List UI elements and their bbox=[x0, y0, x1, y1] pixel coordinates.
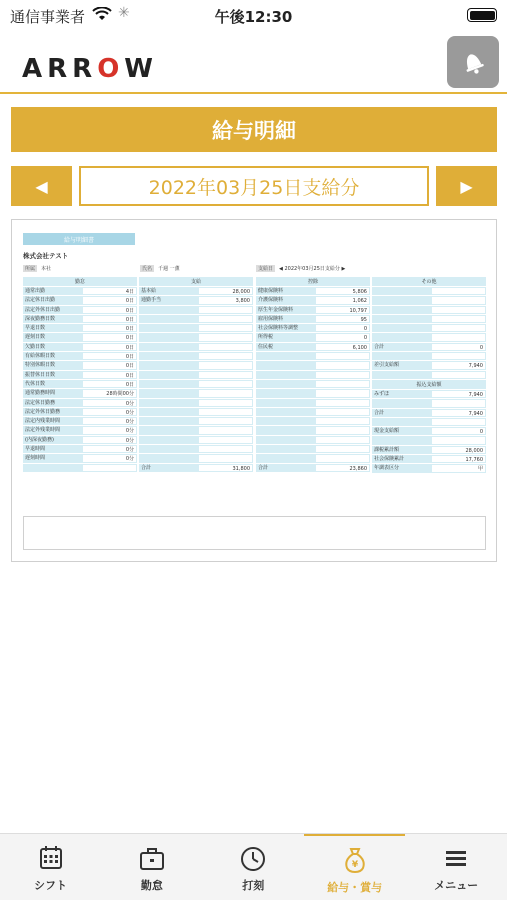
table-row bbox=[23, 361, 137, 370]
row-value bbox=[315, 408, 370, 416]
row-label: 法定外休日出勤 bbox=[23, 306, 82, 314]
row-label bbox=[256, 371, 315, 379]
table-row bbox=[23, 417, 137, 426]
row-value bbox=[198, 445, 253, 453]
row-label bbox=[372, 315, 431, 323]
table-row bbox=[372, 333, 486, 342]
row-label bbox=[139, 454, 198, 462]
row-value: 28,000 bbox=[431, 446, 486, 454]
table-row bbox=[23, 296, 137, 305]
tab-label: 打刻 bbox=[242, 879, 265, 892]
row-label: 差引支給額 bbox=[372, 361, 431, 369]
row-label: 住民税 bbox=[256, 343, 315, 351]
row-label: 遅刻日数 bbox=[23, 333, 82, 341]
row-label: 社会保険料等調整 bbox=[256, 324, 315, 332]
row-value: 28,000 bbox=[198, 287, 253, 295]
row-value: 3,800 bbox=[198, 296, 253, 304]
table-row bbox=[372, 306, 486, 315]
table-row bbox=[372, 455, 486, 464]
table-row bbox=[23, 464, 137, 473]
table-row bbox=[23, 454, 137, 463]
row-label bbox=[256, 436, 315, 444]
row-value: 7,940 bbox=[431, 409, 486, 417]
row-value: 0日 bbox=[82, 352, 137, 360]
row-label: 合計 bbox=[139, 464, 198, 472]
table-row bbox=[139, 426, 253, 435]
bell-icon bbox=[458, 47, 488, 77]
table-row bbox=[256, 361, 370, 370]
row-label bbox=[139, 445, 198, 453]
row-value: 甲 bbox=[431, 464, 486, 472]
row-value: 0日 bbox=[82, 333, 137, 341]
column-header: 勤怠 bbox=[23, 277, 137, 287]
table-row bbox=[139, 333, 253, 342]
row-label bbox=[372, 287, 431, 295]
row-label: 社会保険累計 bbox=[372, 455, 431, 463]
row-label: 代休日数 bbox=[23, 380, 82, 388]
table-row bbox=[139, 380, 253, 389]
row-value: 0 bbox=[315, 333, 370, 341]
row-label bbox=[139, 389, 198, 397]
table-row bbox=[372, 324, 486, 333]
row-value: 0日 bbox=[82, 315, 137, 323]
memo-box bbox=[23, 516, 486, 550]
row-value: 0 bbox=[431, 427, 486, 435]
row-label: 現金支給額 bbox=[372, 427, 431, 435]
status-bar bbox=[0, 0, 507, 30]
row-value bbox=[198, 426, 253, 434]
row-value bbox=[431, 436, 486, 444]
table-row bbox=[256, 445, 370, 454]
row-value: 0日 bbox=[82, 361, 137, 369]
table-row bbox=[139, 408, 253, 417]
row-value bbox=[198, 361, 253, 369]
table-row bbox=[372, 361, 486, 370]
pay-date-label: 2022年03月25日支給分 bbox=[79, 166, 429, 206]
tab-label: 給与・賞与 bbox=[327, 881, 383, 894]
table-row bbox=[256, 380, 370, 389]
table-row bbox=[372, 390, 486, 399]
clock-icon bbox=[239, 844, 267, 872]
table-row bbox=[23, 287, 137, 296]
table-row bbox=[139, 324, 253, 333]
table-row bbox=[372, 464, 486, 473]
row-label bbox=[256, 361, 315, 369]
table-row bbox=[139, 371, 253, 380]
tab-label: メニュー bbox=[434, 879, 479, 892]
tab-bar bbox=[0, 833, 507, 900]
menu-icon bbox=[442, 844, 470, 872]
row-value bbox=[431, 287, 486, 295]
meta-value: ◀ 2022年03月25日支給分 ▶ bbox=[279, 266, 346, 272]
row-value bbox=[198, 352, 253, 360]
row-label bbox=[139, 371, 198, 379]
table-row bbox=[139, 296, 253, 305]
row-value bbox=[198, 408, 253, 416]
row-label: 法定外残業時間 bbox=[23, 426, 82, 434]
table-row bbox=[23, 306, 137, 315]
row-value bbox=[198, 324, 253, 332]
row-label bbox=[372, 371, 431, 379]
row-label: 欠勤日数 bbox=[23, 343, 82, 351]
bag-icon bbox=[138, 844, 166, 872]
table-row bbox=[256, 343, 370, 352]
table-row bbox=[372, 352, 486, 361]
svg-text:¥: ¥ bbox=[351, 860, 358, 870]
row-value bbox=[198, 306, 253, 314]
row-value bbox=[431, 296, 486, 304]
row-label bbox=[139, 417, 198, 425]
row-value bbox=[315, 371, 370, 379]
row-label: 所得税 bbox=[256, 333, 315, 341]
table-row bbox=[139, 315, 253, 324]
row-label bbox=[139, 408, 198, 416]
row-label: 法定外休日勤務 bbox=[23, 408, 82, 416]
table-row bbox=[139, 417, 253, 426]
section-header: 振込支給額 bbox=[372, 380, 486, 390]
row-value: 95 bbox=[315, 315, 370, 323]
row-value: 1,062 bbox=[315, 296, 370, 304]
tab-money-bag[interactable] bbox=[304, 834, 405, 901]
row-value bbox=[315, 380, 370, 388]
row-value: 0日 bbox=[82, 371, 137, 379]
table-row bbox=[372, 287, 486, 296]
table-row bbox=[139, 343, 253, 352]
row-value bbox=[431, 371, 486, 379]
row-label bbox=[139, 315, 198, 323]
row-value bbox=[198, 371, 253, 379]
meta-value: 千週 一薫 bbox=[158, 266, 180, 272]
table-row bbox=[139, 389, 253, 398]
table-row bbox=[139, 306, 253, 315]
row-value: 28時間00分 bbox=[82, 389, 137, 397]
row-label: 合計 bbox=[372, 409, 431, 417]
row-label: 早退日数 bbox=[23, 324, 82, 332]
row-value bbox=[198, 315, 253, 323]
row-value: 0分 bbox=[82, 399, 137, 407]
row-value: 0分 bbox=[82, 454, 137, 462]
row-value bbox=[315, 417, 370, 425]
row-value bbox=[315, 436, 370, 444]
row-label: 合計 bbox=[372, 343, 431, 351]
row-label: 特別休暇日数 bbox=[23, 361, 82, 369]
row-label bbox=[139, 352, 198, 360]
row-value: 31,800 bbox=[198, 464, 253, 472]
row-label bbox=[139, 333, 198, 341]
row-value bbox=[198, 343, 253, 351]
company-name: 株式会社テスト bbox=[23, 252, 69, 260]
row-label bbox=[256, 417, 315, 425]
row-value bbox=[315, 389, 370, 397]
row-label: みずほ bbox=[372, 390, 431, 398]
battery-icon bbox=[467, 8, 497, 22]
row-value: 0分 bbox=[82, 445, 137, 453]
table-row bbox=[139, 399, 253, 408]
meta-tag: 氏名 bbox=[142, 266, 153, 272]
row-label: 課税累計額 bbox=[372, 446, 431, 454]
row-label bbox=[372, 352, 431, 360]
table-row bbox=[139, 445, 253, 454]
row-value bbox=[315, 426, 370, 434]
table-row bbox=[23, 445, 137, 454]
row-label: 介護保険料 bbox=[256, 296, 315, 304]
row-label bbox=[256, 380, 315, 388]
row-value bbox=[315, 445, 370, 453]
row-label bbox=[256, 399, 315, 407]
payslip-title: 給与明細書 bbox=[23, 233, 135, 245]
table-row bbox=[139, 454, 253, 463]
page-title: 給与明細 bbox=[11, 107, 497, 152]
row-label: 通勤手当 bbox=[139, 296, 198, 304]
table-row bbox=[372, 418, 486, 427]
row-label: 通常出勤 bbox=[23, 287, 82, 295]
payslip-column bbox=[372, 277, 486, 474]
table-row bbox=[372, 315, 486, 324]
row-value bbox=[315, 352, 370, 360]
row-label: 遅刻時間 bbox=[23, 454, 82, 462]
table-row bbox=[256, 371, 370, 380]
row-value: 5,806 bbox=[315, 287, 370, 295]
table-row bbox=[256, 287, 370, 296]
row-label bbox=[139, 436, 198, 444]
payslip-column bbox=[139, 277, 253, 473]
table-row bbox=[256, 399, 370, 408]
table-row bbox=[256, 352, 370, 361]
row-label bbox=[23, 464, 82, 472]
row-label bbox=[372, 333, 431, 341]
row-label: 健康保険料 bbox=[256, 287, 315, 295]
row-value: 0日 bbox=[82, 296, 137, 304]
row-value bbox=[431, 399, 486, 407]
row-label bbox=[372, 306, 431, 314]
row-label: 有給休暇日数 bbox=[23, 352, 82, 360]
row-value: 0分 bbox=[82, 426, 137, 434]
row-label bbox=[256, 445, 315, 453]
meta-tag: 支給日 bbox=[258, 266, 274, 272]
row-label bbox=[256, 389, 315, 397]
row-value: 7,940 bbox=[431, 390, 486, 398]
row-value: 0 bbox=[431, 343, 486, 351]
row-label bbox=[139, 380, 198, 388]
row-value bbox=[431, 352, 486, 360]
table-row bbox=[23, 333, 137, 342]
logo-text: ARROW bbox=[22, 54, 158, 84]
row-value: 0日 bbox=[82, 306, 137, 314]
row-value: 17,760 bbox=[431, 455, 486, 463]
table-row bbox=[256, 333, 370, 342]
column-header: 支給 bbox=[139, 277, 253, 287]
row-label bbox=[139, 343, 198, 351]
table-row bbox=[256, 315, 370, 324]
tab-label: シフト bbox=[34, 879, 67, 892]
loading-icon: ✳ bbox=[118, 5, 130, 21]
table-row bbox=[23, 380, 137, 389]
row-value bbox=[315, 361, 370, 369]
row-label: 法定内残業時間 bbox=[23, 417, 82, 425]
row-label bbox=[256, 426, 315, 434]
table-row bbox=[256, 417, 370, 426]
table-row bbox=[372, 409, 486, 418]
row-label: 基本給 bbox=[139, 287, 198, 295]
row-label bbox=[372, 324, 431, 332]
row-value: 0日 bbox=[82, 380, 137, 388]
carrier-label: 通信事業者 bbox=[10, 8, 86, 26]
tab-label: 勤怠 bbox=[140, 879, 163, 892]
row-value bbox=[315, 399, 370, 407]
prev-date-button[interactable]: ◀ bbox=[11, 166, 72, 206]
table-row bbox=[23, 352, 137, 361]
table-row bbox=[256, 436, 370, 445]
table-row bbox=[372, 399, 486, 408]
app-header bbox=[0, 30, 507, 94]
table-row bbox=[372, 343, 486, 352]
table-row bbox=[23, 324, 137, 333]
row-label: 振替休日日数 bbox=[23, 371, 82, 379]
row-value bbox=[431, 315, 486, 323]
row-value: 0分 bbox=[82, 417, 137, 425]
row-value bbox=[431, 324, 486, 332]
table-row bbox=[256, 454, 370, 463]
date-navigator bbox=[11, 166, 497, 206]
table-row bbox=[372, 296, 486, 305]
row-label bbox=[256, 408, 315, 416]
payslip-column bbox=[256, 277, 370, 473]
row-value: 0日 bbox=[82, 343, 137, 351]
table-row bbox=[23, 315, 137, 324]
row-label: 通常勤務時間 bbox=[23, 389, 82, 397]
payslip-column bbox=[23, 277, 137, 473]
row-label bbox=[139, 426, 198, 434]
table-row bbox=[139, 436, 253, 445]
row-value bbox=[198, 454, 253, 462]
table-row bbox=[23, 436, 137, 445]
meta-tag: 所属 bbox=[25, 266, 36, 272]
meta-paydate bbox=[256, 265, 345, 272]
meta-department bbox=[23, 265, 51, 272]
row-value bbox=[198, 389, 253, 397]
row-label: 法定休日勤務 bbox=[23, 399, 82, 407]
row-value: 4日 bbox=[82, 287, 137, 295]
row-label: 厚生年金保険料 bbox=[256, 306, 315, 314]
clock: 午後12:30 bbox=[214, 8, 293, 26]
row-label bbox=[139, 399, 198, 407]
arrow-logo bbox=[22, 54, 158, 84]
row-label: 年調表区分 bbox=[372, 464, 431, 472]
table-row bbox=[139, 287, 253, 296]
tab-menu[interactable] bbox=[406, 834, 507, 901]
calendar-icon bbox=[37, 844, 65, 872]
row-label bbox=[372, 436, 431, 444]
table-row bbox=[256, 408, 370, 417]
payslip-document bbox=[11, 219, 497, 562]
row-value bbox=[198, 380, 253, 388]
table-row bbox=[23, 343, 137, 352]
row-value bbox=[198, 436, 253, 444]
row-value: 0 bbox=[315, 324, 370, 332]
row-value: 0日 bbox=[82, 324, 137, 332]
row-value bbox=[198, 399, 253, 407]
table-row bbox=[256, 324, 370, 333]
row-label bbox=[139, 306, 198, 314]
table-row bbox=[139, 352, 253, 361]
row-value: 23,860 bbox=[315, 464, 370, 472]
table-row bbox=[256, 306, 370, 315]
table-row bbox=[23, 399, 137, 408]
tab-calendar[interactable] bbox=[0, 834, 101, 901]
row-value: 7,940 bbox=[431, 361, 486, 369]
row-value: 10,797 bbox=[315, 306, 370, 314]
row-value bbox=[315, 454, 370, 462]
table-row bbox=[372, 446, 486, 455]
row-value: 0分 bbox=[82, 408, 137, 416]
row-label: 早退時間 bbox=[23, 445, 82, 453]
row-label: 法定休日出勤 bbox=[23, 296, 82, 304]
table-row bbox=[372, 436, 486, 445]
table-row bbox=[139, 464, 253, 473]
row-label bbox=[372, 399, 431, 407]
row-label: (内深夜勤務) bbox=[23, 436, 82, 444]
row-label bbox=[372, 418, 431, 426]
tab-bag[interactable] bbox=[101, 834, 202, 901]
next-date-button[interactable]: ▶ bbox=[436, 166, 497, 206]
row-label bbox=[372, 296, 431, 304]
row-value bbox=[431, 333, 486, 341]
row-value bbox=[431, 306, 486, 314]
money-bag-icon bbox=[341, 846, 369, 874]
table-row bbox=[23, 426, 137, 435]
row-label: 雇用保険料 bbox=[256, 315, 315, 323]
table-row bbox=[23, 371, 137, 380]
table-row bbox=[256, 296, 370, 305]
row-value: 6,100 bbox=[315, 343, 370, 351]
row-value bbox=[82, 464, 137, 472]
column-header: 控除 bbox=[256, 277, 370, 287]
row-value bbox=[198, 333, 253, 341]
row-value bbox=[198, 417, 253, 425]
row-label: 合計 bbox=[256, 464, 315, 472]
meta-name bbox=[140, 265, 180, 272]
row-value bbox=[431, 418, 486, 426]
table-row bbox=[256, 389, 370, 398]
table-row bbox=[23, 408, 137, 417]
table-row bbox=[372, 427, 486, 436]
row-label bbox=[256, 352, 315, 360]
tab-clock[interactable] bbox=[203, 834, 304, 901]
row-label bbox=[139, 361, 198, 369]
row-value: 0分 bbox=[82, 436, 137, 444]
table-row bbox=[256, 426, 370, 435]
column-header: その他 bbox=[372, 277, 486, 287]
table-row bbox=[372, 371, 486, 380]
row-label bbox=[139, 324, 198, 332]
table-row bbox=[139, 361, 253, 370]
row-label bbox=[256, 454, 315, 462]
table-row bbox=[23, 389, 137, 398]
row-label: 深夜勤務日数 bbox=[23, 315, 82, 323]
notification-button[interactable] bbox=[447, 36, 499, 88]
table-row bbox=[256, 464, 370, 473]
meta-value: 本社 bbox=[41, 266, 52, 272]
